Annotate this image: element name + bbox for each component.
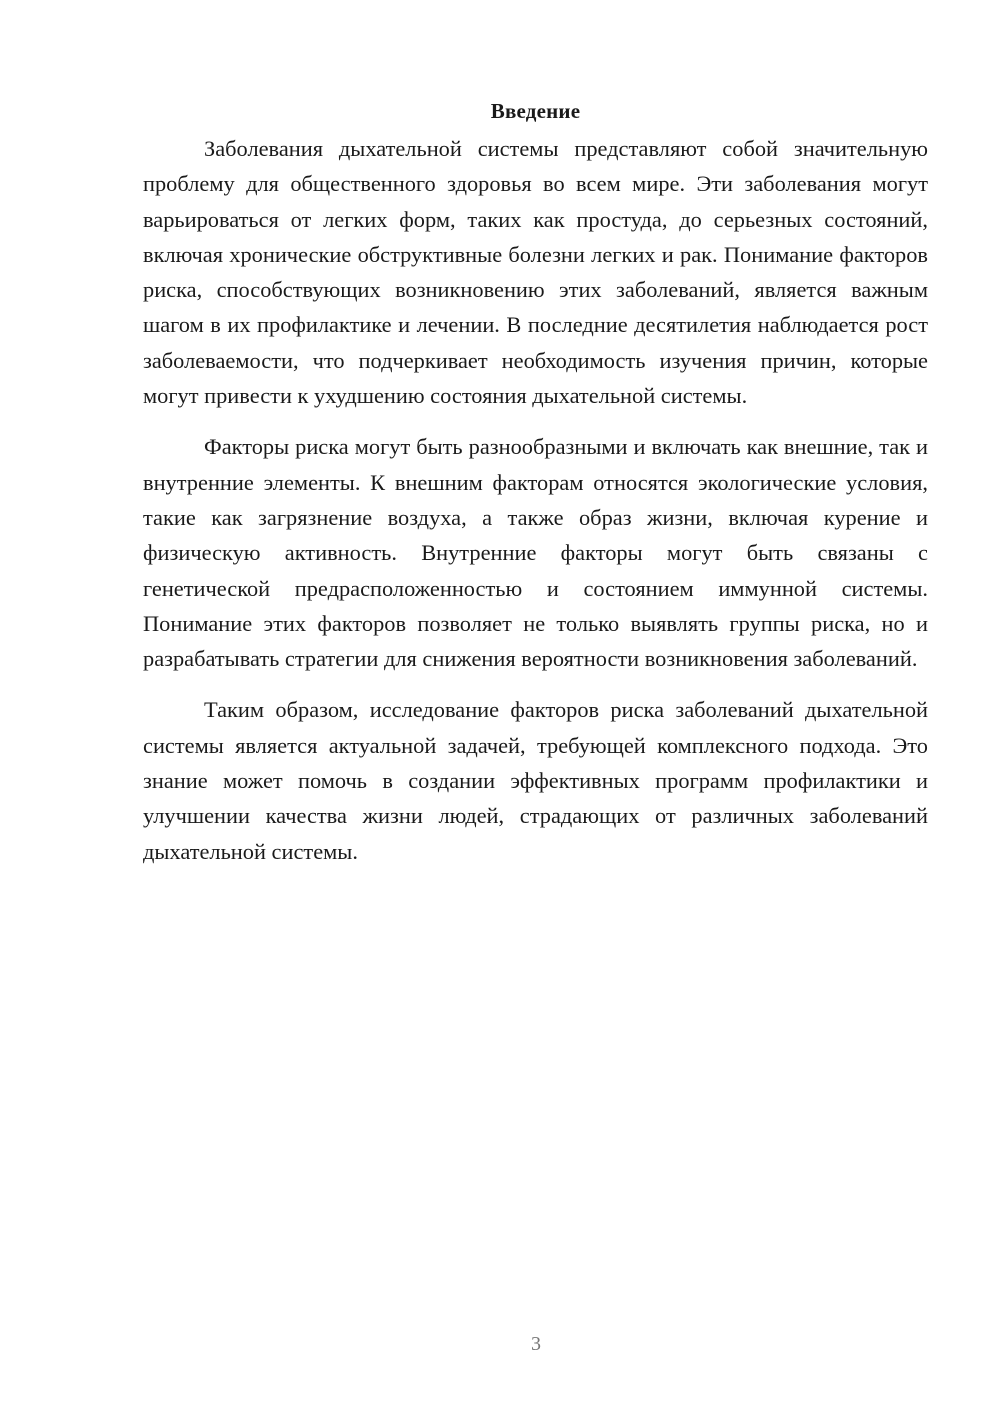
paragraph-2: Факторы риска могут быть разнообразными и включать как внешние, так и внутренние элементы. К внешним факторам относятся экологические условия, такие как загрязнение воздуха, а также образ жизни, включая курение и физическую активность. Внутренние факторы могут быть связаны с генетической предрасположенностью и состоянием иммунной системы. Понимание этих факторов позволяет не только выявлять группы риска, но и разрабатывать стратегии для снижения вероятности возникновения заболеваний. (143, 434, 928, 672)
paragraph-1: Заболевания дыхательной системы представляют собой значительную проблему для общественного здоровья во всем мире. Эти заболевания могут варьироваться от легких форм, таких как простуда, до серьезных состояний, включая хронические обструктивные болезни легких и рак. Понимание факторов риска, способствующих возникновению этих заболеваний, является важным шагом в их профилактике и лечении. В последние десятилетия наблюдается рост заболеваемости, что подчеркивает необходимость изучения причин, которые могут привести к ухудшению состояния дыхательной системы. (143, 136, 928, 409)
page-content (143, 96, 928, 885)
section-title: Введение (490, 99, 581, 123)
page-number: 3 (531, 1333, 541, 1355)
paragraph-3: Таким образом, исследование факторов риска заболеваний дыхательной системы является актуальной задачей, требующей комплексного подхода. Это знание может помочь в создании эффективных программ профилактики и улучшении качества жизни людей, страдающих от различных заболеваний дыхательной системы. (143, 697, 928, 864)
